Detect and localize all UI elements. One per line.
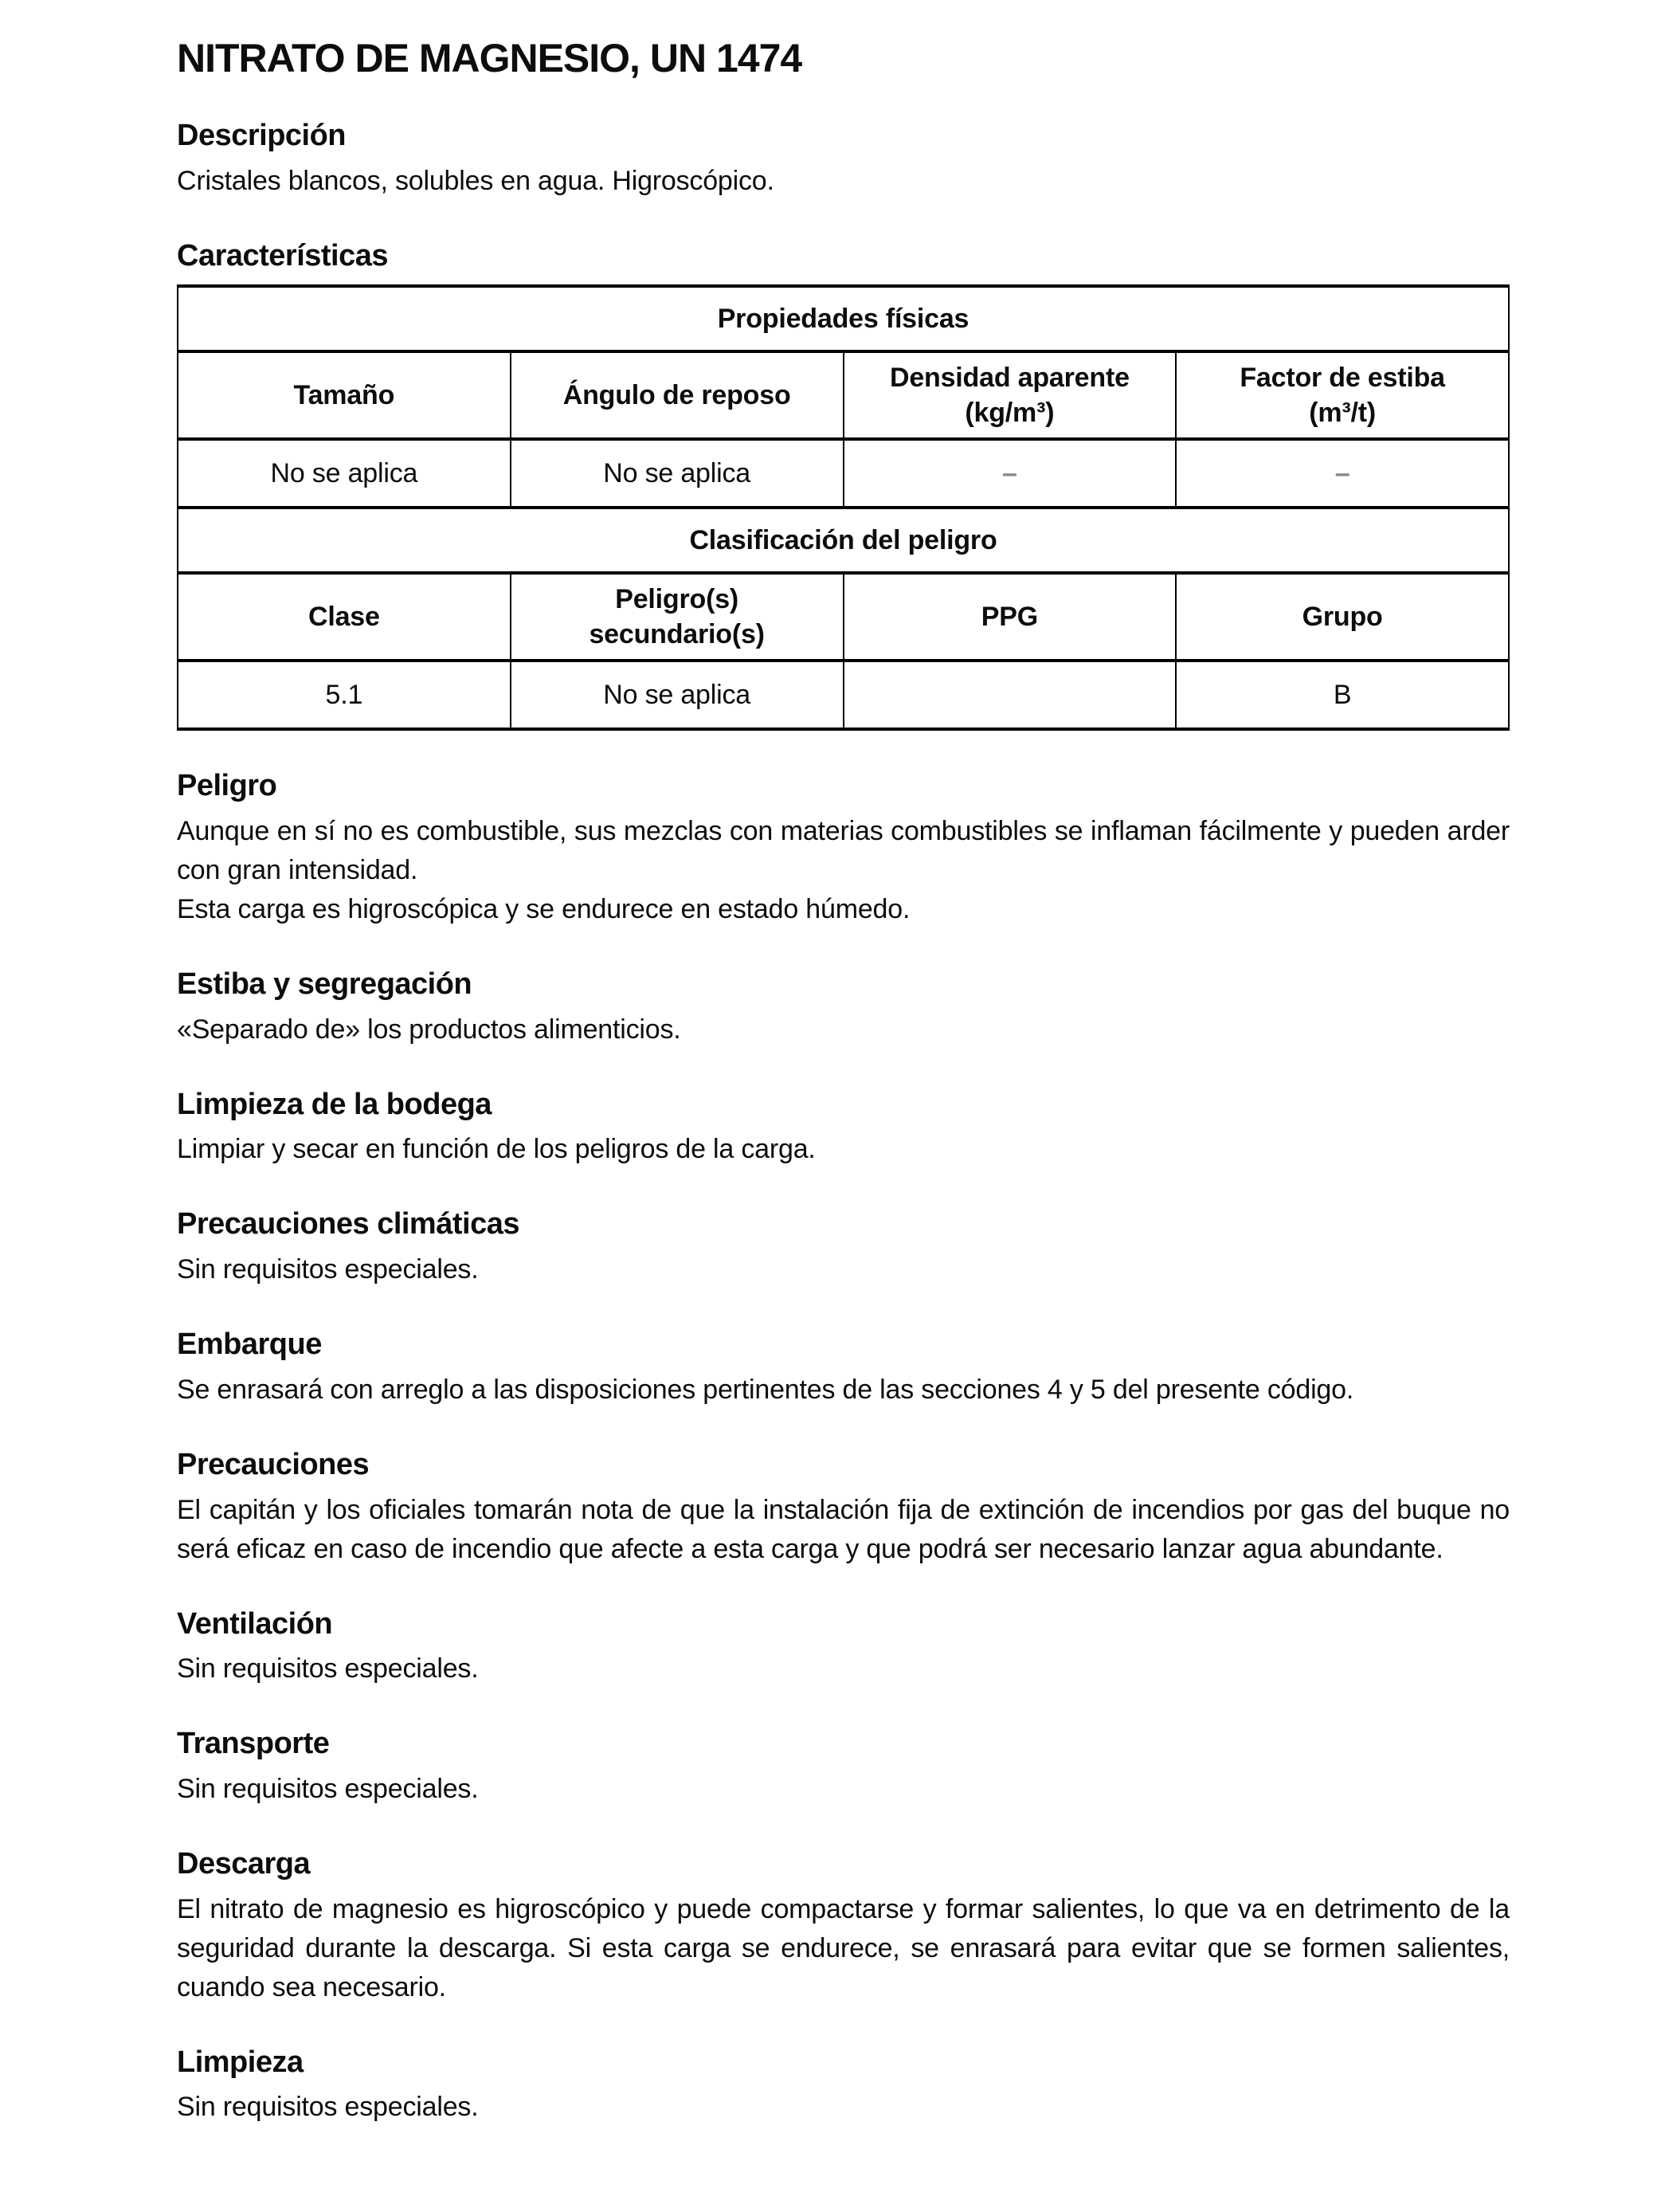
column-header-units: (m³/t)	[1309, 398, 1377, 429]
column-header-peligros-secundarios	[511, 573, 844, 661]
cell-peligro-secundario-value: No se aplica	[511, 661, 844, 729]
physical-properties-header: Propiedades físicas	[178, 286, 1509, 351]
section-heading: Limpieza	[177, 2045, 304, 2079]
column-header-densidad-aparente	[844, 351, 1177, 439]
document-title: NITRATO DE MAGNESIO, UN 1474	[177, 36, 802, 80]
column-header-line: PPG	[981, 602, 1038, 633]
section-body: Cristales blancos, solubles en agua. Higroscópico.	[177, 165, 774, 196]
section-body: «Separado de» los productos alimenticios.	[177, 1014, 681, 1045]
hazard-classification-header: Clasificación del peligro	[178, 508, 1509, 573]
section-body: Sin requisitos especiales.	[177, 1653, 479, 1684]
section-heading: Estiba y segregación	[177, 967, 472, 1002]
column-header-line: Tamaño	[293, 380, 395, 411]
section-body: Aunque en sí no es combustible, sus mezclas con materias combustibles se inflaman fácilmente y pueden arder con gran intensidad.	[177, 816, 1510, 886]
section-heading: Transporte	[177, 1727, 330, 1761]
section-limpieza	[177, 2045, 1510, 2128]
section-heading: Descarga	[177, 1846, 311, 1881]
section-heading: Descripción	[177, 119, 347, 152]
section-ventilacion	[177, 1607, 1510, 1689]
column-header-ppg	[844, 573, 1177, 661]
column-header-factor-de-estiba	[1176, 351, 1509, 439]
section-body: Se enrasará con arreglo a las disposiciones pertinentes de las secciones 4 y 5 del presente código.	[177, 1374, 1354, 1405]
section-precauciones	[177, 1448, 1510, 1569]
column-header-line: Grupo	[1302, 602, 1383, 633]
hazard-classification-span-row	[178, 508, 1509, 573]
cell-angulo-value: No se aplica	[511, 439, 844, 508]
cell-factor-value: –	[1176, 439, 1509, 508]
section-transporte	[177, 1727, 1510, 1809]
cell-ppg-value	[844, 661, 1177, 729]
section-body: El nitrato de magnesio es higroscópico y puede compactarse y formar salientes, lo que va en detrimento de la seguridad durante la descarga. Si esta carga se endurece, se enrasará para evitar que se formen salientes, cuando sea necesario.	[177, 1893, 1510, 2002]
hazard-classification-data-row	[178, 661, 1509, 729]
physical-properties-columns-row	[178, 351, 1509, 439]
column-header-angulo-de-reposo	[511, 351, 844, 439]
section-descripcion	[177, 119, 1510, 201]
cell-grupo-value: B	[1176, 661, 1509, 729]
section-heading: Características	[177, 238, 389, 273]
physical-properties-data-row	[178, 439, 1509, 508]
section-peligro	[177, 769, 1510, 929]
section-caracteristicas	[177, 239, 1510, 731]
hazard-classification-columns-row	[178, 573, 1509, 661]
column-header-grupo	[1176, 573, 1509, 661]
section-heading: Ventilación	[177, 1606, 333, 1641]
cell-tamano-value: No se aplica	[178, 439, 511, 508]
column-header-line: Peligro(s)	[615, 584, 739, 615]
column-header-line: Ángulo de reposo	[562, 380, 791, 411]
section-body: Limpiar y secar en función de los peligros de la carga.	[177, 1134, 816, 1165]
section-body: Sin requisitos especiales.	[177, 1254, 479, 1285]
section-heading: Embarque	[177, 1328, 322, 1362]
column-header-units: (kg/m³)	[965, 398, 1055, 429]
column-header-line: Densidad aparente	[889, 363, 1130, 394]
characteristics-table	[177, 284, 1510, 731]
cell-clase-value: 5.1	[178, 661, 511, 729]
section-precauciones-climaticas	[177, 1207, 1510, 1289]
column-header-line: Clase	[308, 602, 380, 633]
section-embarque	[177, 1328, 1510, 1410]
section-body: Sin requisitos especiales.	[177, 2092, 479, 2123]
section-body: Esta carga es higroscópica y se endurece en estado húmedo.	[177, 894, 911, 925]
section-heading: Precauciones	[177, 1447, 370, 1481]
section-estiba-y-segregacion	[177, 967, 1510, 1049]
column-header-line: Factor de estiba	[1240, 363, 1445, 394]
column-header-tamano	[178, 351, 511, 439]
section-descarga	[177, 1847, 1510, 2007]
section-body: El capitán y los oficiales tomarán nota de que la instalación fija de extinción de incendios por gas del buque no será eficaz en caso de incendio que afecte a esta carga y que podrá ser necesario lanzar agua abundante.	[177, 1494, 1510, 1564]
physical-properties-span-row	[178, 286, 1509, 351]
column-header-line: secundario(s)	[589, 619, 765, 650]
section-heading: Limpieza de la bodega	[177, 1087, 492, 1121]
column-header-clase	[178, 573, 511, 661]
section-heading: Precauciones climáticas	[177, 1207, 519, 1241]
section-body: Sin requisitos especiales.	[177, 1773, 479, 1804]
section-heading: Peligro	[177, 769, 277, 803]
cell-densidad-value: –	[844, 439, 1177, 508]
section-limpieza-de-la-bodega	[177, 1088, 1510, 1170]
